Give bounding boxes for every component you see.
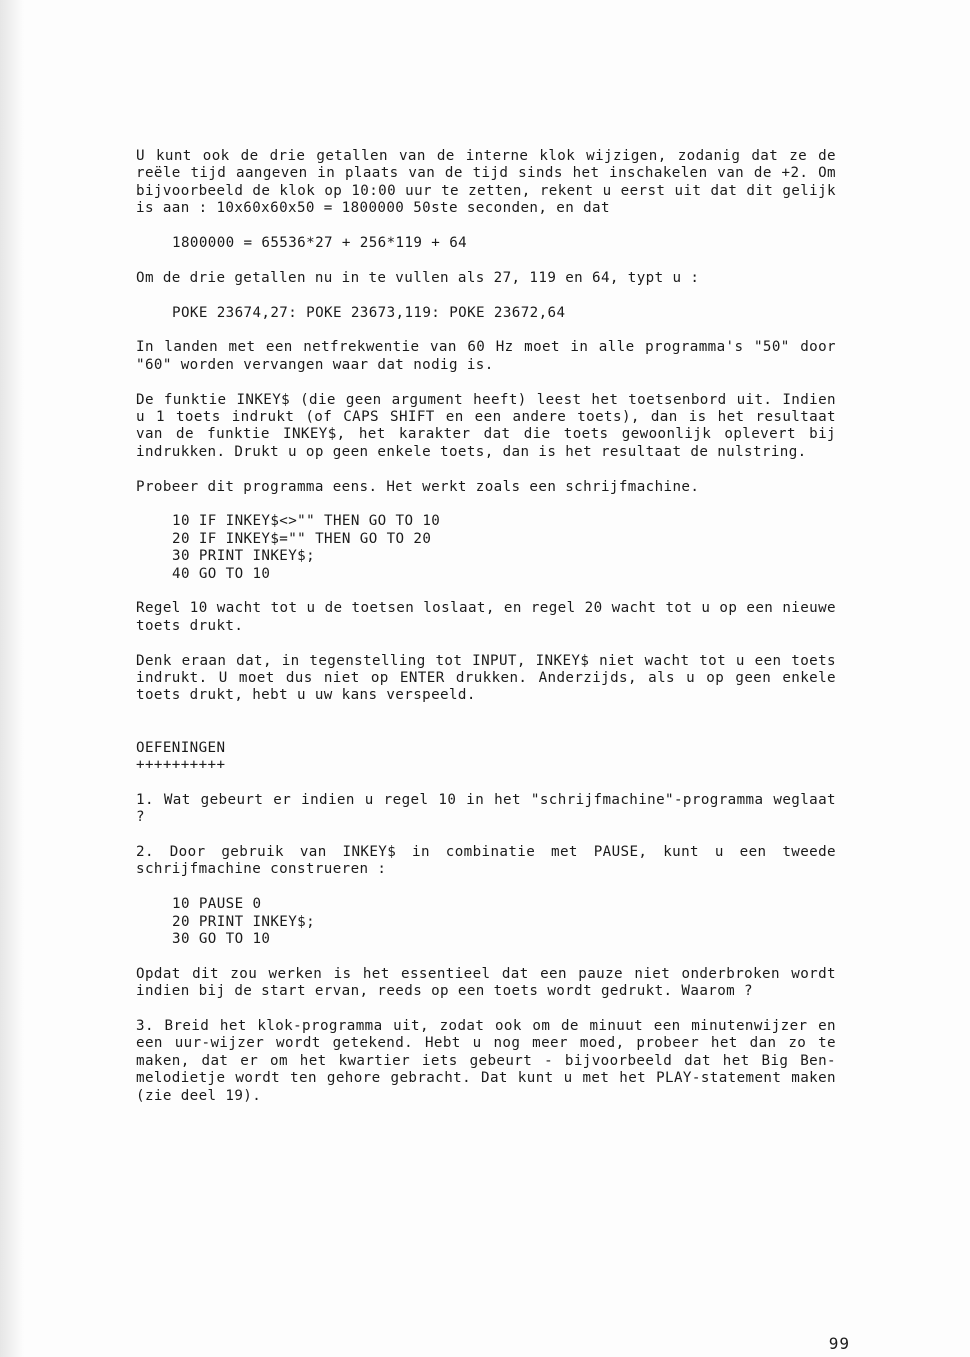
exercise-3: 3. Breid het klok-programma uit, zodat ook om de minuut een minutenwijzer en een uur-wijzer wordt getekend. Hebt u nog meer moed, probeer het dan zo te maken, dat er om het kwartier iets gebeurt - bijvoorbeeld dat het Big Ben-melodietje wordt ten gehore gebracht. Dat kunt u met het PLAY-statement maken (zie deel 19).	[136, 1018, 836, 1104]
exercise-1: 1. Wat gebeurt er indien u regel 10 in het "schrijfmachine"-programma weglaat ?	[136, 791, 836, 826]
poke-statement: POKE 23674,27: POKE 23673,119: POKE 23672,64	[172, 304, 566, 321]
scan-edge-shadow	[0, 0, 24, 1357]
equation: 1800000 = 65536*27 + 256*119 + 64	[172, 235, 468, 252]
code-line: 10 PAUSE 0	[172, 896, 262, 913]
code-line: 20 PRINT INKEY$;	[172, 913, 316, 930]
section-heading: OEFENINGEN	[136, 739, 226, 756]
heading-underline: ++++++++++	[136, 757, 226, 774]
code-line: 10 IF INKEY$<>"" THEN GO TO 10	[172, 513, 441, 530]
program-listing-1	[136, 513, 836, 583]
program-listing-2	[136, 896, 836, 948]
code-line: 40 GO TO 10	[172, 565, 271, 582]
paragraph-regel: Regel 10 wacht tot u de toetsen loslaat, en regel 20 wacht tot u op een nieuwe toets drukt.	[136, 600, 836, 634]
paragraph-60hz: In landen met een netfrekwentie van 60 Hz moet in alle programma's "50" door "60" worden vervangen waar dat nodig is.	[136, 339, 836, 373]
body-text	[136, 148, 836, 1105]
exercise-2: 2. Door gebruik van INKEY$ in combinatie met PAUSE, kunt u een tweede schrijfmachine construeren :	[136, 844, 836, 878]
paragraph-clock-intro: U kunt ook de drie getallen van de interne klok wijzigen, zodanig dat ze de reële tijd aangeven in plaats van de tijd sinds het inschakelen van de +2. Om bijvoorbeeld de klok op 10:00 uur te zetten, rekent u eerst uit dat dit gelijk is aan : 10x60x60x50 = 1800000 50ste seconden, en dat	[136, 148, 836, 217]
paragraph-typewriter: Probeer dit programma eens. Het werkt zoals een schrijfmachine.	[136, 478, 700, 495]
paragraph-fill-values: Om de drie getallen nu in te vullen als 27, 119 en 64, typt u :	[136, 269, 700, 286]
paragraph-inkey: De funktie INKEY$ (die geen argument heeft) leest het toetsenbord uit. Indien u 1 toets indrukt (of CAPS SHIFT en een andere toets), dan is het resultaat van de funktie INKEY$, het karakter dat die toets gewoonlijk oplevert bij indrukken. Drukt u op geen enkele toets, dan is het resultaat de nulstring.	[136, 391, 836, 460]
page-number: 99	[828, 1334, 850, 1353]
paragraph-pauze: Opdat dit zou werken is het essentieel dat een pauze niet onderbroken wordt indien bij de start ervan, reeds op een toets wordt gedrukt. Waarom ?	[136, 965, 836, 1000]
code-line: 30 PRINT INKEY$;	[172, 548, 316, 565]
code-line: 30 GO TO 10	[172, 931, 271, 948]
code-line: 20 IF INKEY$="" THEN GO TO 20	[172, 530, 432, 547]
paragraph-denk-eraan: Denk eraan dat, in tegenstelling tot INPUT, INKEY$ niet wacht tot u een toets indrukt. U moet dus niet op ENTER drukken. Anderzijds, als u op geen enkele toets drukt, hebt u uw kans verspeeld.	[136, 652, 836, 704]
